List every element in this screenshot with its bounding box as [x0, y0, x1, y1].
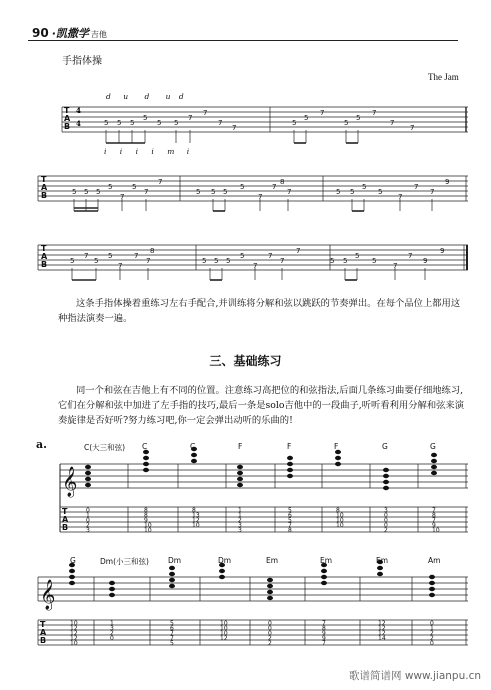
svg-text:5: 5	[108, 252, 113, 260]
svg-text:5: 5	[170, 620, 174, 627]
svg-text:14: 14	[378, 635, 386, 642]
svg-text:10: 10	[220, 625, 228, 632]
svg-text:7: 7	[158, 178, 163, 186]
svg-text:7: 7	[118, 262, 123, 270]
music-staff-row2	[38, 577, 468, 601]
svg-text:1: 1	[110, 620, 114, 627]
svg-text:5: 5	[343, 257, 348, 265]
finger-mark: i	[186, 147, 190, 156]
svg-text:7: 7	[218, 119, 223, 127]
svg-text:A: A	[41, 183, 48, 192]
svg-text:7: 7	[253, 262, 258, 270]
svg-text:7: 7	[170, 630, 174, 637]
svg-text:5: 5	[96, 188, 101, 196]
paragraph-1: 这条手指体操着重练习左右手配合,并训练将分解和弦以跳跃的节奏弹出。在每个品位上都用这种指法演奏一遍。	[58, 298, 461, 324]
svg-text:7: 7	[170, 635, 174, 642]
svg-text:7: 7	[393, 262, 398, 270]
stroke-mark: u	[123, 92, 129, 101]
svg-text:7: 7	[232, 124, 237, 132]
tab-staff-1	[62, 107, 468, 132]
svg-text:5: 5	[362, 183, 367, 191]
svg-text:2: 2	[384, 527, 388, 534]
svg-text:4: 4	[76, 119, 81, 128]
svg-text:4: 4	[76, 106, 81, 115]
svg-text:7: 7	[322, 640, 326, 647]
svg-text:7: 7	[287, 188, 292, 196]
svg-text:7: 7	[272, 183, 277, 191]
exercise-title: 手指体操	[62, 56, 102, 67]
svg-text:12: 12	[220, 635, 228, 642]
svg-text:8: 8	[336, 507, 340, 514]
svg-text:10: 10	[432, 527, 440, 534]
svg-text:10: 10	[220, 630, 228, 637]
svg-text:7: 7	[84, 252, 89, 260]
svg-text:5: 5	[174, 119, 179, 127]
svg-text:8: 8	[322, 625, 326, 632]
svg-text:10: 10	[336, 517, 344, 524]
chord-label: F	[334, 442, 339, 451]
svg-text:7: 7	[144, 188, 149, 196]
svg-text:9: 9	[432, 522, 436, 529]
svg-text:10: 10	[336, 522, 344, 529]
chord-label: C	[190, 442, 196, 451]
stroke-mark: d	[106, 92, 111, 101]
chord-label: Am	[428, 556, 441, 565]
svg-text:5: 5	[344, 119, 349, 127]
chord-label: Dm	[218, 556, 232, 565]
chord-label: Em	[376, 556, 389, 565]
svg-text:9: 9	[144, 517, 148, 524]
chord-label: C	[142, 442, 148, 451]
svg-text:5: 5	[70, 257, 75, 265]
svg-text:5: 5	[330, 257, 335, 265]
chord-label: C(大三和弦)	[84, 443, 126, 452]
exercise-credit: The Jam	[428, 72, 459, 82]
svg-text:5: 5	[196, 188, 201, 196]
tab-staff-row1	[60, 464, 468, 532]
finger-mark: i	[119, 147, 123, 156]
svg-text:7: 7	[320, 109, 325, 117]
svg-text:3: 3	[110, 625, 114, 632]
svg-text:𝄞: 𝄞	[62, 467, 78, 497]
svg-text:10: 10	[192, 522, 200, 529]
svg-text:2: 2	[430, 630, 434, 637]
svg-text:12: 12	[70, 625, 78, 632]
svg-text:B: B	[41, 260, 48, 269]
svg-text:12: 12	[378, 620, 386, 627]
svg-text:3: 3	[384, 507, 388, 514]
finger-mark: i	[135, 147, 138, 156]
svg-text:12: 12	[378, 630, 386, 637]
svg-text:12: 12	[378, 625, 386, 632]
svg-text:8: 8	[144, 512, 148, 519]
svg-text:9: 9	[423, 257, 428, 265]
svg-text:5: 5	[355, 252, 360, 260]
svg-text:1: 1	[238, 512, 242, 519]
svg-text:9: 9	[445, 178, 450, 186]
svg-text:5: 5	[223, 188, 228, 196]
svg-text:7: 7	[432, 517, 436, 524]
svg-text:T: T	[41, 175, 47, 184]
svg-text:5: 5	[240, 183, 245, 191]
brand-name: ·凯撒学	[51, 27, 89, 40]
svg-text:1: 1	[86, 512, 90, 519]
svg-text:5: 5	[72, 188, 77, 196]
svg-text:0: 0	[430, 640, 434, 647]
chord-label: F	[238, 442, 243, 451]
svg-text:5: 5	[84, 188, 89, 196]
chord-label: Em	[320, 556, 333, 565]
svg-text:7: 7	[280, 257, 285, 265]
svg-text:5: 5	[288, 507, 292, 514]
svg-text:3: 3	[238, 527, 242, 534]
svg-text:8: 8	[280, 178, 285, 186]
svg-text:7: 7	[322, 620, 326, 627]
svg-text:5: 5	[356, 114, 361, 122]
svg-text:12: 12	[192, 517, 200, 524]
svg-text:T: T	[41, 244, 47, 253]
svg-text:2: 2	[268, 640, 272, 647]
svg-text:5: 5	[304, 114, 309, 122]
chord-label: G	[382, 442, 388, 451]
svg-text:7: 7	[288, 522, 292, 529]
svg-text:7: 7	[430, 188, 435, 196]
svg-text:5: 5	[108, 183, 113, 191]
svg-text:5: 5	[372, 257, 377, 265]
svg-text:7: 7	[408, 252, 413, 260]
svg-text:1: 1	[238, 507, 242, 514]
chord-label: Em	[266, 556, 279, 565]
svg-text:2: 2	[268, 635, 272, 642]
svg-text:7: 7	[296, 247, 301, 255]
svg-text:0: 0	[86, 517, 90, 524]
svg-text:2: 2	[238, 517, 242, 524]
finger-mark: m	[167, 147, 175, 156]
svg-text:3: 3	[86, 527, 90, 534]
svg-text:8: 8	[288, 527, 292, 534]
svg-text:9: 9	[322, 630, 326, 637]
svg-text:6: 6	[288, 512, 292, 519]
svg-text:7: 7	[432, 507, 436, 514]
svg-text:B: B	[40, 636, 47, 645]
svg-text:9: 9	[322, 635, 326, 642]
svg-text:5: 5	[226, 257, 231, 265]
svg-text:10: 10	[336, 512, 344, 519]
svg-text:6: 6	[170, 625, 174, 632]
svg-text:T: T	[64, 106, 70, 115]
svg-text:5: 5	[292, 119, 297, 127]
finger-marks	[104, 147, 189, 156]
svg-text:5: 5	[202, 257, 207, 265]
svg-text:8: 8	[144, 507, 148, 514]
svg-text:7: 7	[146, 257, 151, 265]
svg-text:7: 7	[134, 252, 139, 260]
svg-text:0: 0	[268, 620, 272, 627]
svg-text:5: 5	[94, 257, 99, 265]
svg-text:A: A	[40, 628, 47, 637]
svg-text:7: 7	[398, 193, 403, 201]
svg-text:7: 7	[410, 124, 415, 132]
svg-text:5: 5	[336, 188, 341, 196]
svg-text:5: 5	[143, 114, 148, 122]
example-label: a.	[36, 438, 47, 451]
finger-mark: i	[151, 147, 154, 156]
svg-text:7: 7	[268, 252, 273, 260]
svg-text:0: 0	[110, 635, 114, 642]
svg-text:T: T	[62, 507, 68, 516]
stroke-mark: d	[144, 92, 150, 101]
svg-text:8: 8	[192, 507, 196, 514]
stroke-marks	[106, 92, 184, 101]
chord-label: F	[287, 442, 292, 451]
svg-text:5: 5	[130, 119, 135, 127]
svg-text:0: 0	[430, 620, 434, 627]
svg-text:10: 10	[70, 640, 78, 647]
finger-mark: i	[104, 147, 107, 156]
svg-text:B: B	[41, 191, 48, 200]
svg-text:5: 5	[170, 640, 174, 647]
svg-text:0: 0	[384, 517, 388, 524]
svg-text:A: A	[64, 114, 71, 123]
svg-text:2: 2	[86, 522, 90, 529]
svg-text:7: 7	[188, 114, 193, 122]
svg-text:5: 5	[117, 119, 122, 127]
svg-text:7: 7	[120, 193, 125, 201]
svg-text:10: 10	[70, 620, 78, 627]
svg-text:5: 5	[350, 188, 355, 196]
chord-label: Dm	[168, 556, 182, 565]
svg-text:5: 5	[240, 252, 245, 260]
svg-text:𝄞: 𝄞	[40, 580, 56, 610]
svg-text:10: 10	[220, 620, 228, 627]
svg-text:5: 5	[104, 119, 109, 127]
watermark: 歌谱简谱网 www.jianpu.cn	[349, 670, 481, 682]
stroke-mark: d	[178, 92, 184, 101]
svg-text:T: T	[40, 620, 46, 629]
stroke-mark: u	[165, 92, 171, 101]
page-number: 90	[32, 26, 49, 40]
svg-text:0: 0	[86, 507, 90, 514]
category-label: 吉他	[90, 30, 107, 39]
svg-text:2: 2	[430, 635, 434, 642]
svg-text:10: 10	[144, 527, 152, 534]
svg-text:7: 7	[258, 193, 263, 201]
tab-staff-2	[38, 176, 468, 201]
svg-text:9: 9	[440, 247, 445, 255]
svg-text:0: 0	[384, 522, 388, 529]
svg-text:5: 5	[378, 188, 383, 196]
svg-text:5: 5	[211, 188, 216, 196]
svg-text:3: 3	[238, 522, 242, 529]
svg-text:5: 5	[288, 517, 292, 524]
svg-text:8: 8	[150, 247, 155, 255]
svg-text:5: 5	[157, 119, 162, 127]
svg-text:5: 5	[132, 183, 137, 191]
svg-text:0: 0	[268, 630, 272, 637]
svg-text:0: 0	[384, 512, 388, 519]
paragraph-2: 同一个和弦在吉他上有不同的位置。注意练习高把位的和弦指法,后面几条练习曲要仔细地练习,它们在分解和弦中加进了左手指的技巧,最后一条是solo吉他中的一段曲子,听听看利用分解和弦来演奏旋律是否好听?努力练习吧,你一定会弹出动听的乐曲的!	[58, 385, 465, 426]
svg-text:A: A	[62, 515, 69, 524]
svg-text:13: 13	[192, 512, 200, 519]
svg-text:2: 2	[110, 630, 114, 637]
svg-text:B: B	[62, 523, 69, 532]
svg-text:12: 12	[70, 635, 78, 642]
svg-text:0: 0	[268, 625, 272, 632]
svg-text:A: A	[41, 252, 48, 261]
chord-label: G	[70, 556, 76, 565]
svg-text:B: B	[64, 122, 71, 131]
svg-text:12: 12	[70, 630, 78, 637]
svg-text:7: 7	[372, 109, 377, 117]
chord-label: Dm(小三和弦)	[100, 557, 149, 566]
svg-text:7: 7	[203, 109, 208, 117]
section-title: 三、基础练习	[209, 354, 282, 368]
chord-label: G	[430, 442, 436, 451]
svg-text:1: 1	[430, 625, 434, 632]
svg-text:7: 7	[414, 183, 419, 191]
svg-text:5: 5	[214, 257, 219, 265]
svg-text:7: 7	[390, 119, 395, 127]
svg-text:8: 8	[432, 512, 436, 519]
tab-staff-row2	[38, 620, 468, 645]
music-staff-row1	[60, 464, 468, 488]
svg-text:10: 10	[144, 522, 152, 529]
